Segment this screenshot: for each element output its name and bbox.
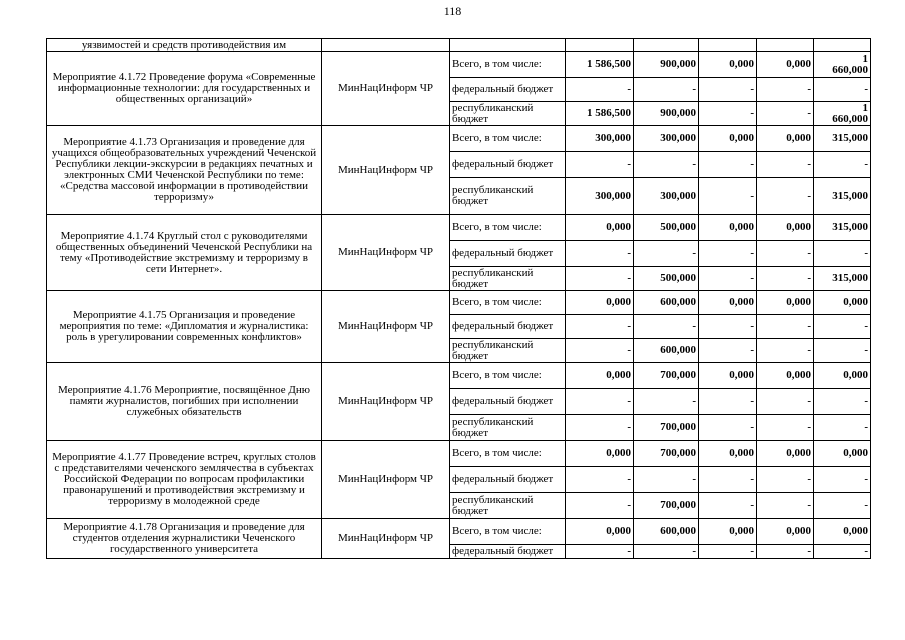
amount-cell: - bbox=[757, 102, 814, 126]
amount-cell: 315,000 bbox=[814, 267, 871, 291]
empty-cell bbox=[814, 39, 871, 52]
amount-cell: - bbox=[699, 152, 757, 178]
empty-cell bbox=[322, 39, 450, 52]
table-row bbox=[47, 52, 871, 78]
table-row bbox=[47, 215, 871, 241]
amount-cell: 500,000 bbox=[634, 267, 699, 291]
amount-cell: - bbox=[814, 467, 871, 493]
amount-cell: 0,000 bbox=[566, 519, 634, 545]
amount-cell: 900,000 bbox=[634, 102, 699, 126]
funding-source: федеральный бюджет bbox=[450, 467, 566, 493]
table-row bbox=[47, 126, 871, 152]
amount-cell: - bbox=[566, 315, 634, 339]
amount-cell: 0,000 bbox=[699, 519, 757, 545]
amount-cell: - bbox=[757, 178, 814, 215]
empty-cell bbox=[450, 39, 566, 52]
amount-cell: 1 660,000 bbox=[814, 52, 871, 78]
amount-cell: 0,000 bbox=[566, 363, 634, 389]
amount-cell: - bbox=[814, 315, 871, 339]
amount-cell: - bbox=[757, 339, 814, 363]
amount-cell: - bbox=[699, 389, 757, 415]
amount-cell: - bbox=[814, 152, 871, 178]
amount-cell: - bbox=[634, 389, 699, 415]
amount-cell: - bbox=[814, 415, 871, 441]
funding-source: Всего, в том числе: bbox=[450, 363, 566, 389]
continuation-row bbox=[47, 39, 871, 52]
amount-cell: 500,000 bbox=[634, 215, 699, 241]
empty-cell bbox=[566, 39, 634, 52]
amount-cell: 0,000 bbox=[757, 291, 814, 315]
amount-cell: 0,000 bbox=[699, 215, 757, 241]
amount-cell: 300,000 bbox=[634, 126, 699, 152]
amount-cell: - bbox=[814, 339, 871, 363]
table-row bbox=[47, 519, 871, 545]
amount-cell: 900,000 bbox=[634, 52, 699, 78]
amount-cell: - bbox=[634, 545, 699, 559]
amount-cell: - bbox=[757, 545, 814, 559]
funding-source: республиканский бюджет bbox=[450, 267, 566, 291]
funding-source: федеральный бюджет bbox=[450, 315, 566, 339]
amount-cell: 0,000 bbox=[757, 519, 814, 545]
amount-cell: 600,000 bbox=[634, 519, 699, 545]
funding-source: Всего, в том числе: bbox=[450, 291, 566, 315]
amount-cell: 0,000 bbox=[757, 441, 814, 467]
amount-cell: - bbox=[634, 467, 699, 493]
amount-cell: 0,000 bbox=[566, 215, 634, 241]
activity-executor: МинНацИнформ ЧР bbox=[322, 215, 450, 291]
amount-cell: 600,000 bbox=[634, 291, 699, 315]
amount-cell: 700,000 bbox=[634, 441, 699, 467]
activity-executor: МинНацИнформ ЧР bbox=[322, 52, 450, 126]
funding-source: республиканский бюджет bbox=[450, 178, 566, 215]
amount-cell: - bbox=[757, 389, 814, 415]
amount-cell: - bbox=[699, 467, 757, 493]
amount-cell: 1 660,000 bbox=[814, 102, 871, 126]
empty-cell bbox=[757, 39, 814, 52]
funding-source: федеральный бюджет bbox=[450, 545, 566, 559]
table-row bbox=[47, 363, 871, 389]
amount-cell: 300,000 bbox=[634, 178, 699, 215]
table-row bbox=[47, 291, 871, 315]
amount-cell: - bbox=[566, 493, 634, 519]
activity-executor: МинНацИнформ ЧР bbox=[322, 126, 450, 215]
activity-executor: МинНацИнформ ЧР bbox=[322, 441, 450, 519]
amount-cell: 315,000 bbox=[814, 215, 871, 241]
funding-source: Всего, в том числе: bbox=[450, 52, 566, 78]
activity-description: Мероприятие 4.1.77 Проведение встреч, круглых столов с представителями чеченского землячества в субъектах Российской Федерации по вопросам профилактики правонарушений и противодействия экстремизму и терроризму в молодежной среде bbox=[47, 441, 322, 519]
amount-cell: 700,000 bbox=[634, 415, 699, 441]
page-number: 118 bbox=[443, 4, 462, 18]
amount-cell: - bbox=[757, 152, 814, 178]
amount-cell: 0,000 bbox=[699, 291, 757, 315]
amount-cell: 0,000 bbox=[814, 363, 871, 389]
amount-cell: 300,000 bbox=[566, 178, 634, 215]
amount-cell: - bbox=[699, 545, 757, 559]
funding-source: федеральный бюджет bbox=[450, 78, 566, 102]
activity-description: Мероприятие 4.1.76 Мероприятие, посвящённое Дню памяти журналистов, погибших при исполнении служебных обязательств bbox=[47, 363, 322, 441]
funding-source: федеральный бюджет bbox=[450, 152, 566, 178]
activity-executor: МинНацИнформ ЧР bbox=[322, 291, 450, 363]
amount-cell: - bbox=[814, 78, 871, 102]
activity-description: Мероприятие 4.1.75 Организация и проведение мероприятия по теме: «Дипломатия и журналистика: роль в урегулировании современных конфликтов» bbox=[47, 291, 322, 363]
funding-source: федеральный бюджет bbox=[450, 389, 566, 415]
amount-cell: - bbox=[814, 493, 871, 519]
amount-cell: - bbox=[566, 78, 634, 102]
amount-cell: - bbox=[699, 267, 757, 291]
funding-source: республиканский бюджет bbox=[450, 415, 566, 441]
amount-cell: 0,000 bbox=[757, 52, 814, 78]
amount-cell: - bbox=[634, 315, 699, 339]
amount-cell: 700,000 bbox=[634, 363, 699, 389]
amount-cell: 0,000 bbox=[757, 126, 814, 152]
amount-cell: 600,000 bbox=[634, 339, 699, 363]
amount-cell: 300,000 bbox=[566, 126, 634, 152]
amount-cell: - bbox=[757, 415, 814, 441]
funding-source: республиканский бюджет bbox=[450, 102, 566, 126]
amount-cell: 315,000 bbox=[814, 126, 871, 152]
funding-source: Всего, в том числе: bbox=[450, 215, 566, 241]
amount-cell: 0,000 bbox=[566, 291, 634, 315]
amount-cell: - bbox=[757, 241, 814, 267]
amount-cell: - bbox=[699, 339, 757, 363]
amount-cell: - bbox=[814, 545, 871, 559]
amount-cell: 0,000 bbox=[814, 441, 871, 467]
amount-cell: - bbox=[814, 241, 871, 267]
funding-source: республиканский бюджет bbox=[450, 493, 566, 519]
funding-source: Всего, в том числе: bbox=[450, 126, 566, 152]
amount-cell: - bbox=[699, 178, 757, 215]
amount-cell: - bbox=[699, 102, 757, 126]
amount-cell: 0,000 bbox=[699, 441, 757, 467]
amount-cell: - bbox=[634, 241, 699, 267]
amount-cell: 0,000 bbox=[757, 363, 814, 389]
amount-cell: 1 586,500 bbox=[566, 102, 634, 126]
empty-cell bbox=[634, 39, 699, 52]
amount-cell: - bbox=[757, 315, 814, 339]
activity-executor: МинНацИнформ ЧР bbox=[322, 363, 450, 441]
amount-cell: - bbox=[699, 493, 757, 519]
amount-cell: - bbox=[566, 241, 634, 267]
amount-cell: - bbox=[699, 78, 757, 102]
amount-cell: 0,000 bbox=[757, 215, 814, 241]
activity-description: Мероприятие 4.1.73 Организация и проведение для учащихся общеобразовательных учреждений Чеченской Республики лекции-экскурсии в редакциях печатных и электронных СМИ Чеченской Республики по теме: «Средства массовой информации в противодействии терроризму» bbox=[47, 126, 322, 215]
amount-cell: - bbox=[634, 78, 699, 102]
activity-description: Мероприятие 4.1.74 Круглый стол с руководителями общественных объединений Чеченской Республики на тему «Противодействие экстремизму и терроризму в сети Интернет». bbox=[47, 215, 322, 291]
amount-cell: - bbox=[699, 415, 757, 441]
empty-cell bbox=[699, 39, 757, 52]
amount-cell: 1 586,500 bbox=[566, 52, 634, 78]
amount-cell: - bbox=[757, 493, 814, 519]
activity-description: Мероприятие 4.1.72 Проведение форума «Современные информационные технологии: для государственных и общественных организаций» bbox=[47, 52, 322, 126]
funding-source: Всего, в том числе: bbox=[450, 441, 566, 467]
amount-cell: 315,000 bbox=[814, 178, 871, 215]
continuation-text: уязвимостей и средств противодействия им bbox=[47, 39, 322, 52]
amount-cell: - bbox=[699, 241, 757, 267]
amount-cell: 0,000 bbox=[699, 52, 757, 78]
amount-cell: - bbox=[566, 152, 634, 178]
amount-cell: 0,000 bbox=[814, 291, 871, 315]
funding-source: федеральный бюджет bbox=[450, 241, 566, 267]
amount-cell: - bbox=[757, 467, 814, 493]
amount-cell: - bbox=[757, 267, 814, 291]
amount-cell: - bbox=[566, 267, 634, 291]
amount-cell: - bbox=[566, 389, 634, 415]
amount-cell: 0,000 bbox=[566, 441, 634, 467]
activity-description: Мероприятие 4.1.78 Организация и проведение для студентов отделения журналистики Чеченского государственного университета bbox=[47, 519, 322, 559]
budget-table bbox=[46, 38, 871, 559]
amount-cell: - bbox=[699, 315, 757, 339]
table-row bbox=[47, 441, 871, 467]
activity-executor: МинНацИнформ ЧР bbox=[322, 519, 450, 559]
amount-cell: - bbox=[566, 339, 634, 363]
funding-source: республиканский бюджет bbox=[450, 339, 566, 363]
amount-cell: - bbox=[566, 415, 634, 441]
amount-cell: 0,000 bbox=[814, 519, 871, 545]
funding-source: Всего, в том числе: bbox=[450, 519, 566, 545]
amount-cell: 0,000 bbox=[699, 126, 757, 152]
amount-cell: 700,000 bbox=[634, 493, 699, 519]
amount-cell: - bbox=[757, 78, 814, 102]
amount-cell: 0,000 bbox=[699, 363, 757, 389]
amount-cell: - bbox=[814, 389, 871, 415]
amount-cell: - bbox=[634, 152, 699, 178]
amount-cell: - bbox=[566, 545, 634, 559]
amount-cell: - bbox=[566, 467, 634, 493]
